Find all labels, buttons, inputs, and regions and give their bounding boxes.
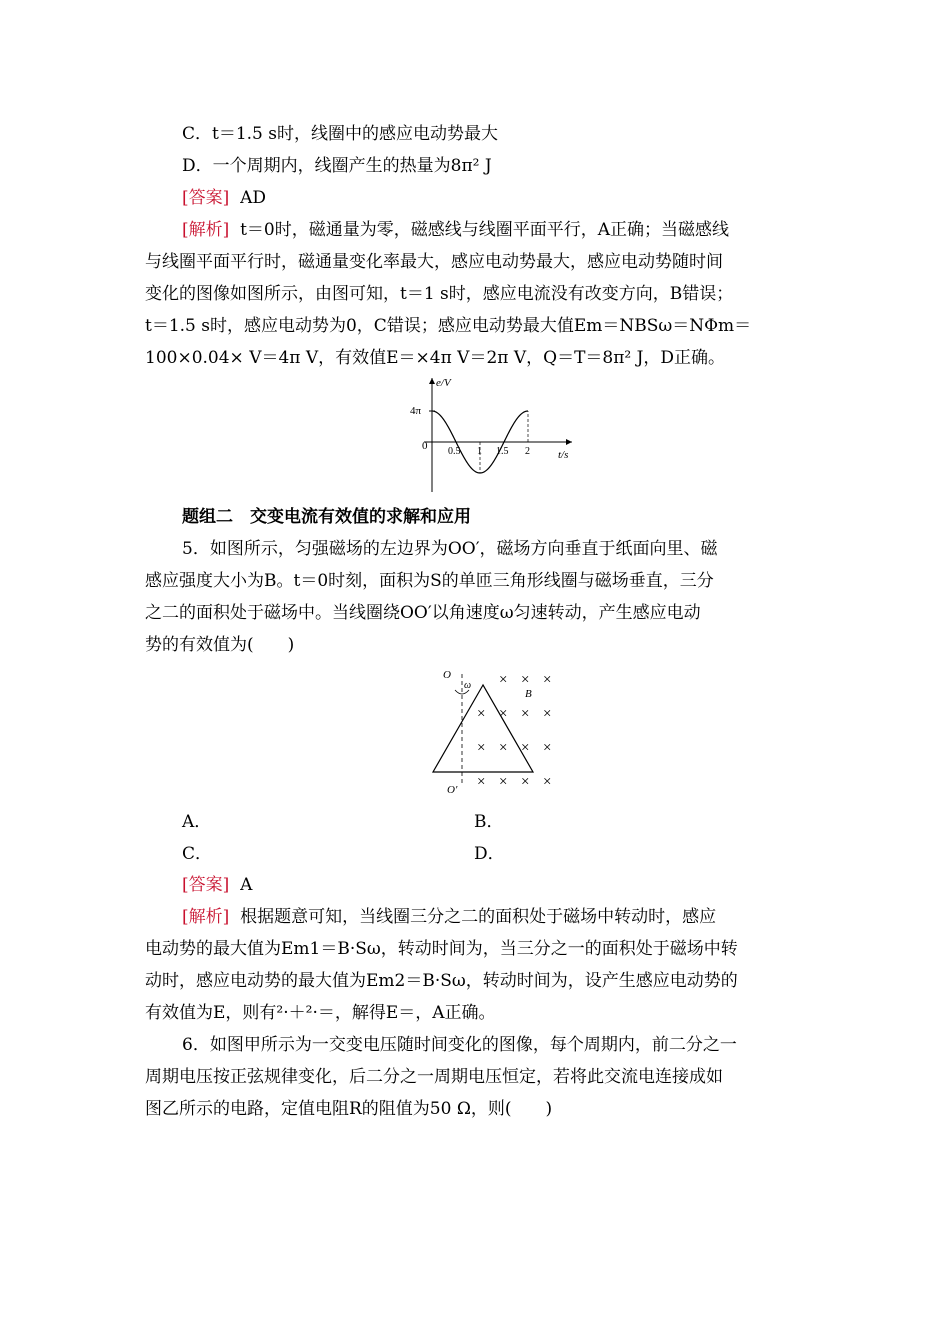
field-cross: ×	[477, 740, 486, 756]
field-cross: ×	[521, 672, 530, 688]
option-a: A．	[182, 812, 212, 832]
q6-line-1: 6．如图甲所示为一交变电压随时间变化的图像，每个周期内，前二分之一	[182, 1035, 737, 1055]
explanation-tag: [解析]	[182, 220, 230, 240]
y-axis-label: e/V	[436, 377, 451, 389]
label-o: O	[443, 669, 451, 681]
option-c-line: C．t＝1.5 s时，线圈中的感应电动势最大	[182, 124, 499, 144]
x-tick-label: 2	[525, 446, 530, 457]
field-cross: ×	[499, 740, 508, 756]
explanation-2-line-4: 有效值为E，则有²·＋²·＝，解得E＝，A正确。	[145, 1003, 496, 1023]
field-cross: ×	[521, 740, 530, 756]
x-axis-label: t/s	[558, 449, 569, 461]
explanation-2-line-1	[182, 905, 842, 929]
answer-value: A	[240, 875, 253, 895]
field-cross: ×	[499, 774, 508, 790]
option-d: D．	[474, 844, 505, 864]
explanation-2-line-3: 动时，感应电动势的最大值为Em2＝B·Sω，转动时间为，设产生感应电动势的	[145, 971, 738, 991]
emf-time-graph	[400, 372, 580, 497]
field-cross: ×	[499, 672, 508, 688]
field-cross: ×	[477, 706, 486, 722]
field-cross: ×	[543, 774, 552, 790]
explanation-1-line-2: 与线圈平面平行时，磁通量变化率最大，感应电动势最大，感应电动势随时间	[145, 252, 723, 272]
explanation-tag: [解析]	[182, 907, 230, 927]
q5-line-1: 5．如图所示，匀强磁场的左边界为OO′，磁场方向垂直于纸面向里、磁	[182, 539, 718, 559]
x-tick-label: 1.5	[496, 446, 509, 457]
answer-1	[182, 186, 842, 210]
option-c: C．	[182, 844, 213, 864]
answer-2	[182, 873, 842, 897]
x-tick-label: 1	[477, 446, 482, 457]
coil-field-figure	[425, 660, 575, 800]
field-cross: ×	[499, 706, 508, 722]
origin-label: 0	[422, 440, 428, 452]
explanation-text: 根据题意可知，当线圈三分之二的面积处于磁场中转动时，感应	[240, 907, 717, 927]
answer-value: AD	[240, 188, 266, 208]
field-cross: ×	[543, 740, 552, 756]
option-b: B．	[474, 812, 504, 832]
label-b: B	[525, 688, 532, 700]
q6-line-3: 图乙所示的电路，定值电阻R的阻值为50 Ω，则( )	[145, 1099, 553, 1119]
answer-tag: [答案]	[182, 188, 230, 208]
explanation-1-line-3: 变化的图像如图所示，由图可知，t＝1 s时，感应电流没有改变方向，B错误；	[145, 284, 734, 304]
field-cross: ×	[477, 774, 486, 790]
explanation-text: t＝0时，磁通量为零，磁感线与线圈平面平行，A正确；当磁感线	[240, 220, 730, 240]
q6-line-2: 周期电压按正弦规律变化，后二分之一周期电压恒定，若将此交流电连接成如	[145, 1067, 723, 1087]
q5-line-3: 之二的面积处于磁场中。当线圈绕OO′以角速度ω匀速转动，产生感应电动	[145, 603, 701, 623]
x-tick-label: 0.5	[448, 446, 461, 457]
label-o-prime: O′	[447, 784, 458, 796]
triangle-coil	[433, 685, 533, 772]
explanation-2-line-2: 电动势的最大值为Em1＝B·Sω，转动时间为，当三分之一的面积处于磁场中转	[145, 939, 738, 959]
option-d-line: D．一个周期内，线圈产生的热量为8π² J	[182, 156, 492, 176]
group-title: 题组二 交变电流有效值的求解和应用	[182, 507, 471, 527]
explanation-1-line-4: t＝1.5 s时，感应电动势为0，C错误；感应电动势最大值Em＝NBSω＝NΦm＝	[145, 316, 752, 336]
label-omega: ω	[464, 680, 472, 691]
field-cross: ×	[543, 706, 552, 722]
answer-tag: [答案]	[182, 875, 230, 895]
field-cross: ×	[521, 706, 530, 722]
q5-line-2: 感应强度大小为B。t＝0时刻，面积为S的单匝三角形线圈与磁场垂直，三分	[145, 571, 714, 591]
explanation-1-line-5: 100×0.04× V＝4π V，有效值E＝×4π V＝2π V，Q＝T＝8π² J，D正确。	[145, 348, 726, 368]
explanation-1-line-1	[182, 218, 842, 242]
q5-line-4: 势的有效值为( )	[145, 635, 295, 655]
field-cross: ×	[543, 672, 552, 688]
field-cross: ×	[521, 774, 530, 790]
y-tick-label: 4π	[410, 405, 422, 417]
